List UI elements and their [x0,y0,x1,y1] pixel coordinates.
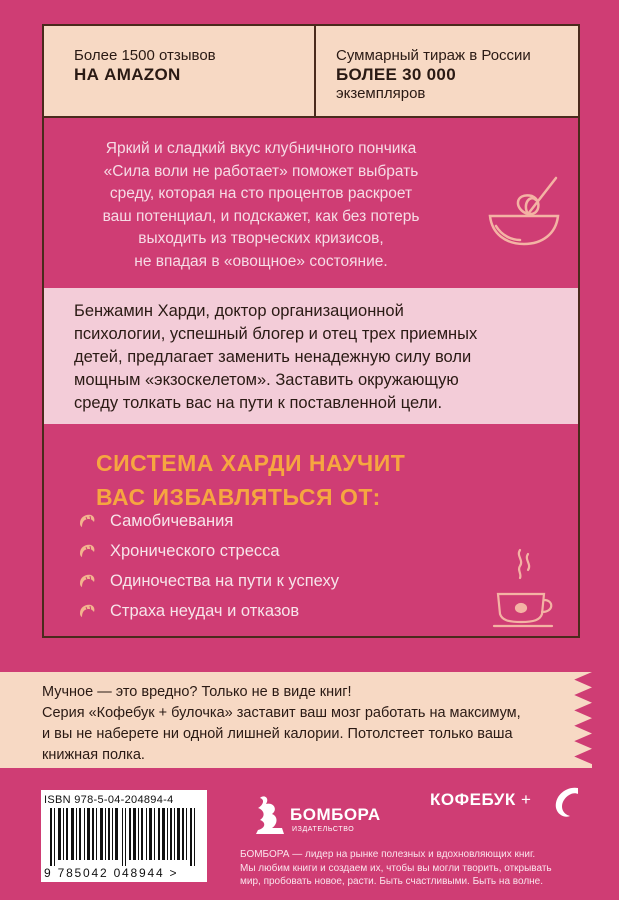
list-item-label: Хронического стресса [110,541,280,560]
series-plus: + [520,790,532,809]
circulation-line: Суммарный тираж в России [336,47,531,64]
intro-line: Яркий и сладкий вкус клубничного пончика [105,140,417,157]
circulation-value: БОЛЕЕ 30 000 [336,65,456,84]
about-line: Мы любим книги и создаем их, чтобы вы могли творить, открывать [240,862,552,874]
note-line: книжная полка. [42,747,145,763]
publisher-about [240,848,570,889]
author-text [74,300,544,415]
series-name: КОФЕБУК [430,790,516,809]
list-item-label: Страха неудач и отказов [110,601,300,620]
author-line: мощным «экзоскелетом». Заставить окружающую [74,371,459,389]
croissant-icon [548,784,582,820]
isbn-label: ISBN 978-5-04-204894-4 [44,794,174,806]
note-line: Мучное — это вредно? Только не в виде книг! [42,684,352,700]
reviews-cell [44,26,316,116]
intro-text [76,138,446,273]
intro-line: «Сила воли не работает» поможет выбрать [103,162,419,180]
system-title-line: СИСТЕМА ХАРДИ НАУЧИТ [96,450,406,476]
whisk-bowl-icon [484,170,564,250]
publisher-logo: БОМБОРА [290,805,381,824]
note-line: и вы не наберете ни одной лишней калории. Потолстеет только ваша [42,726,513,742]
intro-line: среду, которая на сто процентов раскроет [109,185,413,202]
note-line: Серия «Кофебук + булочка» заставит ваш мозг работать на максимум, [42,705,521,721]
croissant-icon [78,513,96,529]
list-item [78,506,339,536]
benefits-list [78,506,339,626]
bombora-wave-icon [252,794,288,838]
author-line: психологии, успешный блогер и отец трех приемных [74,325,478,343]
stats-row [42,24,580,118]
about-line: БОМБОРА — лидер на рынке полезных и вдохновляющих книг. [240,849,536,860]
series-logo [430,790,531,810]
about-line: мир, пробовать новое, расти. Быть счастливыми. Быть на волне. [240,876,544,887]
barcode-digits: 9 785042 048944 > [44,866,179,880]
intro-line: выходить из творческих кризисов, [138,230,384,247]
croissant-icon [78,573,96,589]
reviews-line: Более 1500 отзывов [74,47,216,64]
circulation-cell [316,26,578,116]
author-line: среду толкать вас на пути к поставленной цели. [74,394,443,412]
list-item [78,536,339,566]
reviews-source: НА AMAZON [74,65,181,84]
author-line: Бенжамин Харди, доктор организационной [74,302,404,320]
list-item [78,596,339,626]
circulation-unit: экземпляров [336,85,426,102]
list-item [78,566,339,596]
list-item-label: Одиночества на пути к успеху [110,571,339,590]
system-title [96,446,405,514]
list-item-label: Самобичевания [110,511,234,530]
croissant-icon [78,603,96,619]
series-note-text [42,682,582,766]
intro-line: не впадая в «овощное» состояние. [134,252,388,270]
author-line: детей, предлагает заменить ненадежную силу воли [74,348,472,366]
publisher-subtitle: ИЗДАТЕЛЬСТВО [292,826,355,833]
croissant-icon [78,543,96,559]
barcode-icon [50,808,200,866]
intro-line: ваш потенциал, и подскажет, как без потерь [102,207,420,225]
system-title-line: ВАС ИЗБАВЛЯТЬСЯ ОТ: [96,484,381,510]
coffee-cup-icon [490,548,560,628]
